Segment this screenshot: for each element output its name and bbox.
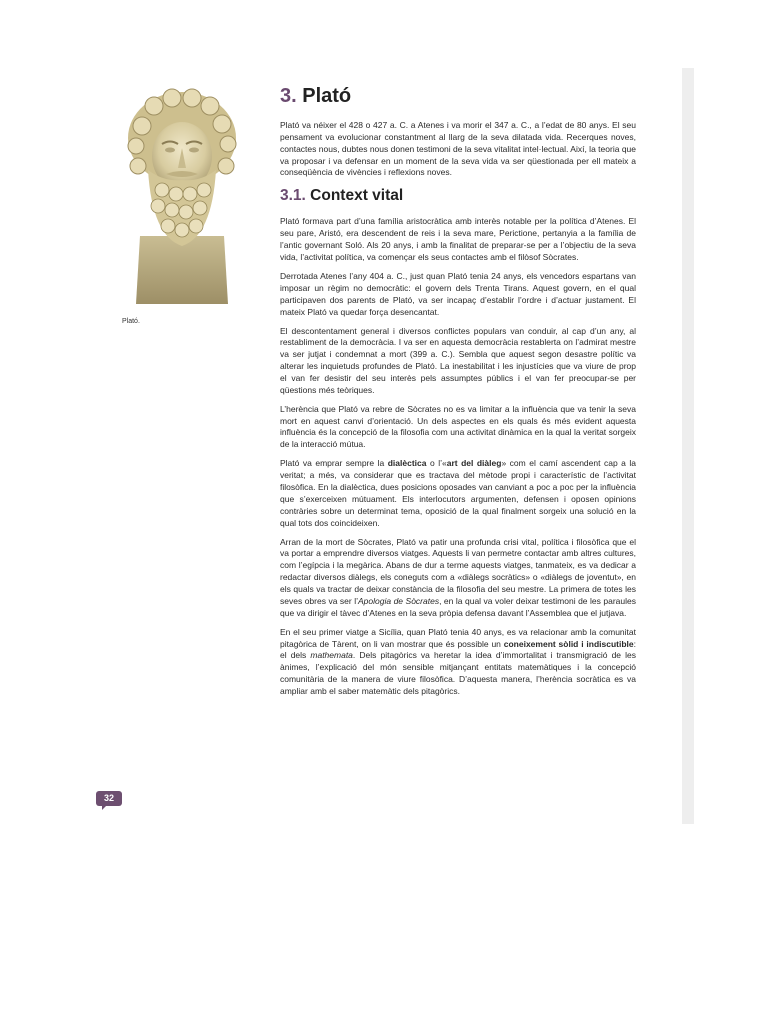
paragraph-family: Plató formava part d’una família aristocràtica amb interès notable per la política d’Atenes. El seu pare, Aristó, era descendent de reis i la seva mare, Perictione, pertanyia a la família de l’antic governant Soló. Als 20 anys, i amb la finalitat de preparar-se per a l’objectiu de la seva vida, l’activitat política, va començar els seus contactes amb el filòsof Sòcrates. <box>280 216 636 262</box>
subsection-heading <box>280 186 636 206</box>
section-number: 3. <box>280 85 297 107</box>
travels-text-b: , en la qual va voler deixar testimoni de les paraules que va dirigir el tàvec d’Atenes en la seva pròpia defensa davant l’Assemblea que el jutjava. <box>280 595 636 618</box>
paragraph-sicily <box>280 627 636 698</box>
solid-knowledge-term: coneixement sòlid i indiscutible <box>503 638 634 649</box>
dialogue-art-term: art del diàleg <box>446 458 502 469</box>
paragraph-socratic-heritage: L’herència que Plató va rebre de Sòcrates no es va limitar a la influència que va tenir la seva mort en aquest canvi d’orientació. Un dels aspectes en els quals és més evident aquesta influència és la concepció de la filosofia com una activitat dinàmica en la qual la veritat sorgeix de la interacció mútua. <box>280 403 636 450</box>
paragraph-dialectics <box>280 458 636 529</box>
sicily-text-c: . Dels pitagòrics va heretar la idea d’immortalitat i transmigració de les ànimes, l’explicació del món sensible mitjançant entitats matemàtiques i la concepció comunitària de la manera de viure filosòfica. D’aquesta manera, l’herència socràtica es va ampliar amb el saber matemàtic dels pitagòrics. <box>280 650 636 696</box>
dialectics-text-b: o l’« <box>426 458 447 469</box>
mathemata-term: mathemata <box>310 650 353 661</box>
sicily-text-b: : el dels <box>280 638 636 661</box>
page-edge-bar <box>682 68 694 824</box>
sicily-text-a: En el seu primer viatge a Sicília, quan Plató tenia 40 anys, es va relacionar amb la comunitat pitagòrica de Tàrent, on li van mostrar que és possible un <box>280 626 636 649</box>
paragraph-thirty-tyrants: Derrotada Atenes l’any 404 a. C., just quan Plató tenia 24 anys, els vencedors espartans van imposar un règim no democràtic: el govern dels Trenta Tirans. Aquest govern, en el qual participaven dos parents de Plató, va ser incapaç d’establir l’ordre i d’actuar justament. El mateix Plató va quedar força desencantat. <box>280 270 636 317</box>
paragraph-travels <box>280 537 636 620</box>
section-heading <box>280 84 636 108</box>
apology-title: Apologia de Sòcrates <box>358 595 440 606</box>
plato-bust-image <box>122 86 242 304</box>
section-intro-paragraph: Plató va néixer el 428 o 427 a. C. a Atenes i va morir el 347 a. C., a l’edat de 80 anys. El seu pensament va evolucionar constantment al llarg de la seva dilatada vida. Recerques noves, contactes nous, dubtes nous donen testimoni de la seva vitalitat intel·lectual. Així, la teoria que va proposar i va defensar en un moment de la seva vida va ser qüestionada per ell mateix a conseqüència de vivències i reflexions noves. <box>280 120 636 178</box>
subsection-title: Context vital <box>310 187 404 205</box>
main-text-column <box>280 84 636 705</box>
travels-text-a: Arran de la mort de Sòcrates, Plató va patir una profunda crisi vital, política i filosòfica que el va portar a emprendre diversos viatges. Aquests li van permetre contactar amb altres cultures, com l’egípcia i la megàrica. Abans de dur a terme aquests viatges, tanmateix, es va dedicar a redactar diversos diàlegs, els coneguts com a «diàlegs socràtics» o «diàlegs de joventut», en els quals va tractar de deixar constància de la filosofia del seu mestre. La primera de totes les seves obres va ser l’ <box>280 536 636 606</box>
paragraph-democracy: El descontentament general i diversos conflictes populars van conduir, al cap d’un any, al restabliment de la democràcia. I va ser en aquesta democràcia restablerta on l’admirat mestre va ser jutjat i condemnat a mort (399 a. C.). Sembla que aquest segon desastre polític va alterar les inquietuds profundes de Plató. La inestabilitat i les injustícies que va viure de prop el van fer desistir del seu interès pels assumptes públics i el van fer preocupar-se per qüestions més teòriques. <box>280 325 636 395</box>
dialectics-text-c: » com el camí ascendent cap a la veritat; a més, va considerar que es tractava del mètode propi i característic de l’activitat filosòfica. En la dialèctica, dues posicions oposades van canviant a poc a poc per la influència que s’exerceixen mútuament. Els interlocutors argumenten, defensen i oposen opinions contràries sobre un determinat tema, oposició de la qual finalment sorgeix una solució en la qual tots dos coincideixen. <box>280 458 637 528</box>
dialectics-term: dialèctica <box>387 458 427 469</box>
figure-caption: Plató. <box>122 318 140 325</box>
dialectics-text-a: Plató va emprar sempre la <box>280 458 388 469</box>
subsection-number: 3.1. <box>280 187 306 205</box>
section-title: Plató <box>302 85 352 107</box>
page-number-badge: 32 <box>96 791 122 806</box>
